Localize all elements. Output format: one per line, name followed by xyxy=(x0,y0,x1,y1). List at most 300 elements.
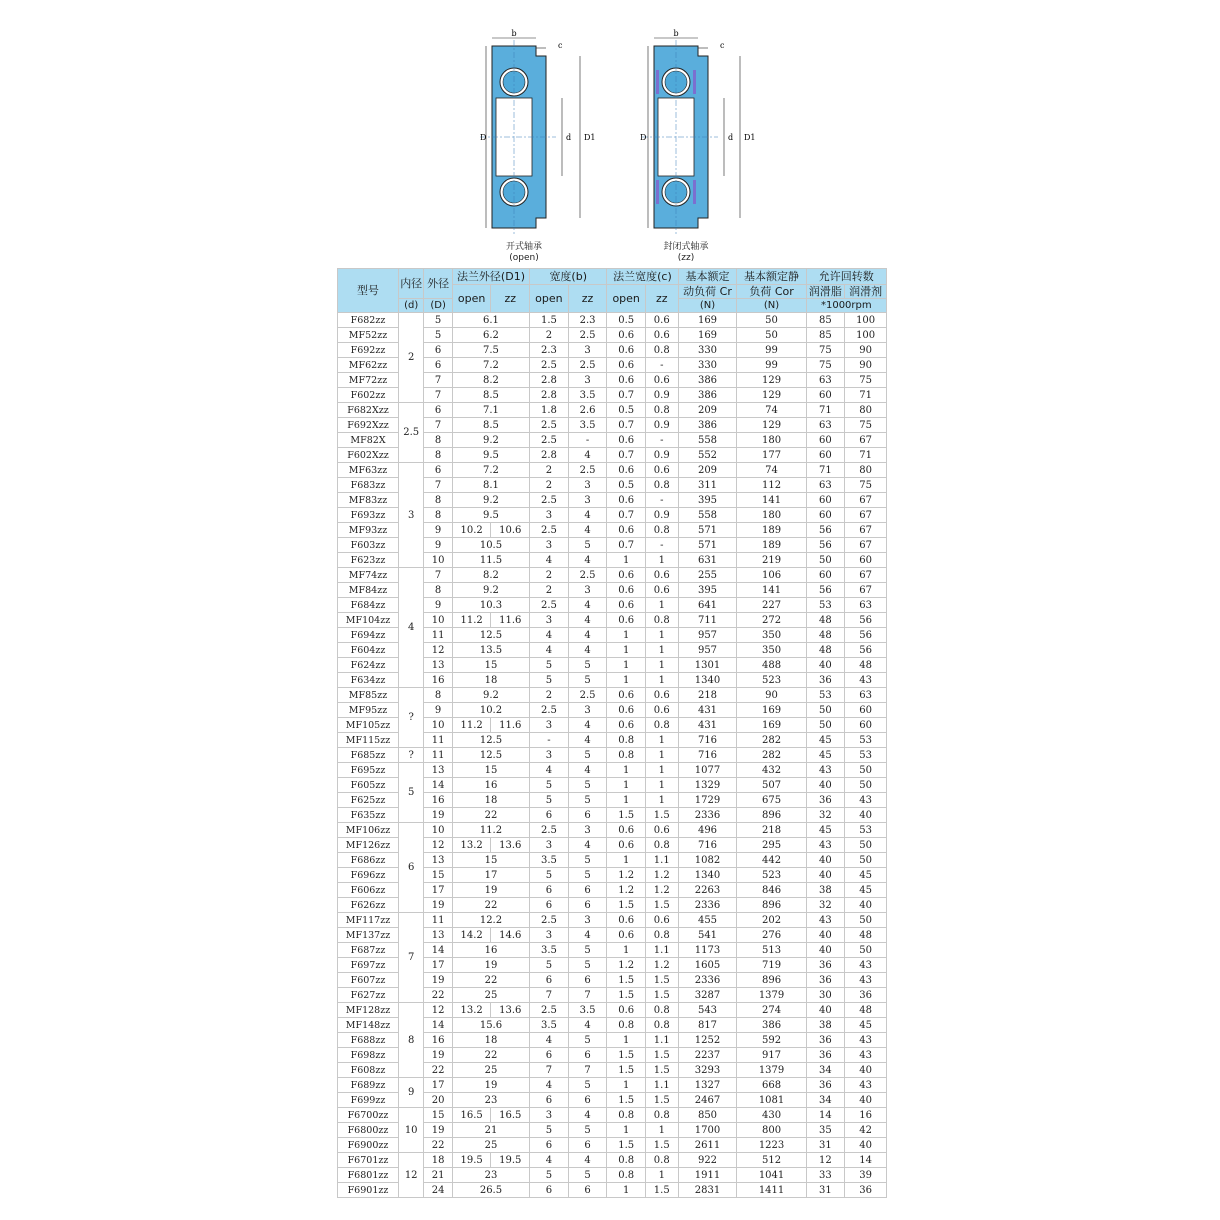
flange-width-zz-cell: 0.9 xyxy=(645,508,678,523)
grease-speed-cell: 53 xyxy=(806,688,845,703)
model-cell: F635zz xyxy=(338,808,399,823)
dynamic-load-cell: 571 xyxy=(678,538,737,553)
model-cell: MF52zz xyxy=(338,328,399,343)
width-open-cell: 2.5 xyxy=(530,823,569,838)
dynamic-load-cell: 1327 xyxy=(678,1078,737,1093)
width-open-cell: 5 xyxy=(530,673,569,688)
static-load-cell: 846 xyxy=(737,883,806,898)
width-zz-cell: 2.5 xyxy=(568,688,607,703)
outer-diameter-cell: 21 xyxy=(424,1168,452,1183)
table-row xyxy=(338,568,887,583)
header-cr-line2: 动负荷 Cr xyxy=(678,285,737,299)
dynamic-load-cell: 1911 xyxy=(678,1168,737,1183)
flange-od-cell: 9.2 xyxy=(452,583,529,598)
grease-speed-cell: 71 xyxy=(806,403,845,418)
flange-width-zz-cell: - xyxy=(645,433,678,448)
flange-width-open-cell: 0.8 xyxy=(607,1168,646,1183)
width-zz-cell: 5 xyxy=(568,1168,607,1183)
outer-diameter-cell: 12 xyxy=(424,838,452,853)
width-open-cell: 2.3 xyxy=(530,343,569,358)
header-flange-od-open: open xyxy=(452,285,491,313)
width-zz-cell: 4 xyxy=(568,733,607,748)
flange-width-open-cell: 0.7 xyxy=(607,388,646,403)
static-load-cell: 350 xyxy=(737,628,806,643)
model-cell: F686zz xyxy=(338,853,399,868)
static-load-cell: 227 xyxy=(737,598,806,613)
grease-speed-cell: 34 xyxy=(806,1093,845,1108)
width-open-cell: 6 xyxy=(530,1093,569,1108)
flange-od-zz-cell: 16.5 xyxy=(491,1108,530,1123)
static-load-cell: 719 xyxy=(737,958,806,973)
dynamic-load-cell: 2831 xyxy=(678,1183,737,1198)
dynamic-load-cell: 957 xyxy=(678,628,737,643)
width-open-cell: 2.5 xyxy=(530,433,569,448)
header-flange-od-zz: zz xyxy=(491,285,530,313)
width-open-cell: 2 xyxy=(530,478,569,493)
flange-od-cell: 22 xyxy=(452,973,529,988)
header-flange-width-open: open xyxy=(607,285,646,313)
flange-width-open-cell: 1 xyxy=(607,1078,646,1093)
header-model: 型号 xyxy=(338,269,399,313)
grease-speed-cell: 45 xyxy=(806,748,845,763)
width-zz-cell: 4 xyxy=(568,1153,607,1168)
table-row xyxy=(338,1153,887,1168)
width-zz-cell: 5 xyxy=(568,658,607,673)
table-row xyxy=(338,463,887,478)
dynamic-load-cell: 2237 xyxy=(678,1048,737,1063)
zz-D1-label: D1 xyxy=(744,133,756,142)
outer-diameter-cell: 7 xyxy=(424,478,452,493)
width-zz-cell: 3 xyxy=(568,478,607,493)
oil-speed-cell: 75 xyxy=(845,373,887,388)
width-zz-cell: 2.5 xyxy=(568,463,607,478)
bore-cell: ? xyxy=(398,748,423,763)
static-load-cell: 218 xyxy=(737,823,806,838)
outer-diameter-cell: 7 xyxy=(424,373,452,388)
oil-speed-cell: 80 xyxy=(845,463,887,478)
grease-speed-cell: 45 xyxy=(806,823,845,838)
bore-cell: 10 xyxy=(398,1108,423,1153)
width-open-cell: 6 xyxy=(530,1183,569,1198)
width-zz-cell: 6 xyxy=(568,1138,607,1153)
width-zz-cell: 7 xyxy=(568,988,607,1003)
model-cell: F608zz xyxy=(338,1063,399,1078)
model-cell: MF148zz xyxy=(338,1018,399,1033)
grease-speed-cell: 38 xyxy=(806,1018,845,1033)
grease-speed-cell: 75 xyxy=(806,343,845,358)
outer-diameter-cell: 19 xyxy=(424,973,452,988)
grease-speed-cell: 56 xyxy=(806,523,845,538)
outer-diameter-cell: 5 xyxy=(424,328,452,343)
outer-diameter-cell: 7 xyxy=(424,418,452,433)
dynamic-load-cell: 1082 xyxy=(678,853,737,868)
flange-width-open-cell: 1.2 xyxy=(607,868,646,883)
grease-speed-cell: 14 xyxy=(806,1108,845,1123)
oil-speed-cell: 67 xyxy=(845,538,887,553)
dynamic-load-cell: 1340 xyxy=(678,868,737,883)
outer-diameter-cell: 11 xyxy=(424,628,452,643)
width-open-cell: 6 xyxy=(530,1138,569,1153)
flange-width-open-cell: 0.6 xyxy=(607,343,646,358)
oil-speed-cell: 80 xyxy=(845,403,887,418)
open-D-label: D xyxy=(480,133,487,142)
model-cell: F607zz xyxy=(338,973,399,988)
bearing-spec-table xyxy=(337,268,887,1198)
flange-width-open-cell: 1.5 xyxy=(607,1138,646,1153)
oil-speed-cell: 67 xyxy=(845,508,887,523)
grease-speed-cell: 60 xyxy=(806,388,845,403)
flange-od-cell: 19 xyxy=(452,1078,529,1093)
static-load-cell: 169 xyxy=(737,718,806,733)
oil-speed-cell: 56 xyxy=(845,613,887,628)
oil-speed-cell: 90 xyxy=(845,343,887,358)
dynamic-load-cell: 1077 xyxy=(678,763,737,778)
grease-speed-cell: 63 xyxy=(806,478,845,493)
width-open-cell: 2.5 xyxy=(530,1003,569,1018)
width-open-cell: 4 xyxy=(530,628,569,643)
grease-speed-cell: 30 xyxy=(806,988,845,1003)
oil-speed-cell: 71 xyxy=(845,448,887,463)
flange-width-zz-cell: 0.8 xyxy=(645,613,678,628)
oil-speed-cell: 43 xyxy=(845,1048,887,1063)
dynamic-load-cell: 558 xyxy=(678,508,737,523)
table-row xyxy=(338,688,887,703)
oil-speed-cell: 67 xyxy=(845,523,887,538)
flange-od-zz-cell: 13.6 xyxy=(491,1003,530,1018)
flange-od-cell: 15 xyxy=(452,853,529,868)
table-row xyxy=(338,748,887,763)
flange-width-zz-cell: 1.1 xyxy=(645,943,678,958)
flange-width-zz-cell: 1.5 xyxy=(645,1048,678,1063)
static-load-cell: 90 xyxy=(737,688,806,703)
bore-cell: 12 xyxy=(398,1153,423,1198)
oil-speed-cell: 48 xyxy=(845,1003,887,1018)
static-load-cell: 282 xyxy=(737,733,806,748)
flange-width-open-cell: 1.2 xyxy=(607,883,646,898)
model-cell: MF126zz xyxy=(338,838,399,853)
header-inner-symbol: (d) xyxy=(398,299,423,313)
grease-speed-cell: 53 xyxy=(806,598,845,613)
width-open-cell: 3 xyxy=(530,928,569,943)
static-load-cell: 50 xyxy=(737,313,806,328)
flange-od-open-cell: 16.5 xyxy=(452,1108,491,1123)
model-cell: MF74zz xyxy=(338,568,399,583)
table-row xyxy=(338,403,887,418)
oil-speed-cell: 40 xyxy=(845,1138,887,1153)
model-cell: F602zz xyxy=(338,388,399,403)
flange-width-zz-cell: 0.9 xyxy=(645,418,678,433)
grease-speed-cell: 60 xyxy=(806,508,845,523)
width-zz-cell: 5 xyxy=(568,793,607,808)
flange-width-open-cell: 0.6 xyxy=(607,718,646,733)
width-zz-cell: 2.3 xyxy=(568,313,607,328)
oil-speed-cell: 16 xyxy=(845,1108,887,1123)
oil-speed-cell: 40 xyxy=(845,1063,887,1078)
width-open-cell: 2.5 xyxy=(530,598,569,613)
flange-od-cell: 25 xyxy=(452,988,529,1003)
flange-od-cell: 6.1 xyxy=(452,313,529,328)
model-cell: F695zz xyxy=(338,763,399,778)
width-open-cell: 1.8 xyxy=(530,403,569,418)
table-row xyxy=(338,763,887,778)
flange-width-open-cell: 0.6 xyxy=(607,568,646,583)
bearing-cross-section-drawings xyxy=(470,28,770,250)
grease-speed-cell: 36 xyxy=(806,1048,845,1063)
flange-width-open-cell: 0.8 xyxy=(607,748,646,763)
static-load-cell: 74 xyxy=(737,403,806,418)
outer-diameter-cell: 16 xyxy=(424,1033,452,1048)
width-zz-cell: 4 xyxy=(568,1018,607,1033)
width-open-cell: 4 xyxy=(530,763,569,778)
static-load-cell: 276 xyxy=(737,928,806,943)
flange-width-open-cell: 1 xyxy=(607,628,646,643)
width-zz-cell: 4 xyxy=(568,553,607,568)
grease-speed-cell: 85 xyxy=(806,328,845,343)
model-cell: F634zz xyxy=(338,673,399,688)
width-zz-cell: 4 xyxy=(568,523,607,538)
model-cell: MF82X xyxy=(338,433,399,448)
flange-width-open-cell: 0.7 xyxy=(607,448,646,463)
grease-speed-cell: 56 xyxy=(806,538,845,553)
header-width-open: open xyxy=(530,285,569,313)
dynamic-load-cell: 631 xyxy=(678,553,737,568)
model-cell: F698zz xyxy=(338,1048,399,1063)
width-open-cell: 7 xyxy=(530,1063,569,1078)
grease-speed-cell: 48 xyxy=(806,613,845,628)
oil-speed-cell: 40 xyxy=(845,898,887,913)
width-open-cell: 3.5 xyxy=(530,1018,569,1033)
width-zz-cell: 3 xyxy=(568,913,607,928)
flange-od-cell: 21 xyxy=(452,1123,529,1138)
model-cell: F605zz xyxy=(338,778,399,793)
model-cell: F694zz xyxy=(338,628,399,643)
static-load-cell: 189 xyxy=(737,538,806,553)
width-zz-cell: 4 xyxy=(568,598,607,613)
dynamic-load-cell: 218 xyxy=(678,688,737,703)
width-open-cell: 2.5 xyxy=(530,523,569,538)
grease-speed-cell: 50 xyxy=(806,553,845,568)
oil-speed-cell: 60 xyxy=(845,703,887,718)
width-zz-cell: 4 xyxy=(568,613,607,628)
flange-width-zz-cell: 1 xyxy=(645,598,678,613)
grease-speed-cell: 40 xyxy=(806,943,845,958)
model-cell: F682Xzz xyxy=(338,403,399,418)
model-cell: F6701zz xyxy=(338,1153,399,1168)
model-cell: MF105zz xyxy=(338,718,399,733)
width-open-cell: 3 xyxy=(530,718,569,733)
header-flange-width-zz: zz xyxy=(645,285,678,313)
grease-speed-cell: 75 xyxy=(806,358,845,373)
width-open-cell: 3 xyxy=(530,838,569,853)
width-open-cell: 4 xyxy=(530,643,569,658)
static-load-cell: 295 xyxy=(737,838,806,853)
grease-speed-cell: 60 xyxy=(806,433,845,448)
flange-od-zz-cell: 10.6 xyxy=(491,523,530,538)
dynamic-load-cell: 496 xyxy=(678,823,737,838)
bore-cell: 2 xyxy=(398,313,423,403)
static-load-cell: 512 xyxy=(737,1153,806,1168)
outer-diameter-cell: 24 xyxy=(424,1183,452,1198)
width-open-cell: 2 xyxy=(530,328,569,343)
bore-cell: 4 xyxy=(398,568,423,688)
zz-caption xyxy=(646,242,726,264)
flange-width-zz-cell: 1.2 xyxy=(645,868,678,883)
oil-speed-cell: 75 xyxy=(845,418,887,433)
flange-od-cell: 12.5 xyxy=(452,748,529,763)
flange-od-cell: 9.5 xyxy=(452,448,529,463)
header-speed-unit: *1000rpm xyxy=(806,299,886,313)
model-cell: F6801zz xyxy=(338,1168,399,1183)
flange-od-cell: 22 xyxy=(452,898,529,913)
model-cell: F692zz xyxy=(338,343,399,358)
static-load-cell: 189 xyxy=(737,523,806,538)
outer-diameter-cell: 9 xyxy=(424,538,452,553)
grease-speed-cell: 40 xyxy=(806,928,845,943)
outer-diameter-cell: 9 xyxy=(424,523,452,538)
flange-od-cell: 7.1 xyxy=(452,403,529,418)
dynamic-load-cell: 169 xyxy=(678,313,737,328)
flange-width-zz-cell: 0.8 xyxy=(645,928,678,943)
static-load-cell: 272 xyxy=(737,613,806,628)
width-zz-cell: 2.5 xyxy=(568,568,607,583)
open-caption xyxy=(484,242,564,264)
zz-caption-title: 封闭式轴承 xyxy=(663,242,709,252)
flange-od-cell: 12.2 xyxy=(452,913,529,928)
flange-width-open-cell: 1.5 xyxy=(607,988,646,1003)
flange-width-open-cell: 0.7 xyxy=(607,418,646,433)
dynamic-load-cell: 571 xyxy=(678,523,737,538)
flange-width-open-cell: 1.5 xyxy=(607,808,646,823)
header-outer: 外径 xyxy=(424,269,452,299)
width-zz-cell: 4 xyxy=(568,718,607,733)
outer-diameter-cell: 14 xyxy=(424,943,452,958)
width-zz-cell: 7 xyxy=(568,1063,607,1078)
outer-diameter-cell: 8 xyxy=(424,688,452,703)
flange-width-open-cell: 0.6 xyxy=(607,463,646,478)
flange-width-zz-cell: 0.6 xyxy=(645,373,678,388)
static-load-cell: 99 xyxy=(737,343,806,358)
model-cell: F696zz xyxy=(338,868,399,883)
flange-width-zz-cell: 1 xyxy=(645,553,678,568)
flange-od-cell: 12.5 xyxy=(452,628,529,643)
flange-width-open-cell: 0.5 xyxy=(607,313,646,328)
open-d-label: d xyxy=(566,133,572,142)
flange-width-open-cell: 1 xyxy=(607,658,646,673)
flange-od-zz-cell: 11.6 xyxy=(491,613,530,628)
model-cell: F683zz xyxy=(338,478,399,493)
grease-speed-cell: 43 xyxy=(806,838,845,853)
bore-cell: 3 xyxy=(398,463,423,568)
oil-speed-cell: 14 xyxy=(845,1153,887,1168)
open-caption-sub: (open) xyxy=(509,253,539,263)
model-cell: MF95zz xyxy=(338,703,399,718)
outer-diameter-cell: 15 xyxy=(424,1108,452,1123)
flange-width-open-cell: 0.6 xyxy=(607,433,646,448)
dynamic-load-cell: 541 xyxy=(678,928,737,943)
flange-od-cell: 8.2 xyxy=(452,373,529,388)
flange-width-zz-cell: 0.8 xyxy=(645,1153,678,1168)
grease-speed-cell: 32 xyxy=(806,808,845,823)
model-cell: MF106zz xyxy=(338,823,399,838)
outer-diameter-cell: 19 xyxy=(424,898,452,913)
outer-diameter-cell: 17 xyxy=(424,1078,452,1093)
flange-width-open-cell: 0.8 xyxy=(607,1018,646,1033)
oil-speed-cell: 48 xyxy=(845,928,887,943)
oil-speed-cell: 42 xyxy=(845,1123,887,1138)
outer-diameter-cell: 13 xyxy=(424,658,452,673)
header-grease: 润滑脂 xyxy=(806,285,845,299)
outer-diameter-cell: 15 xyxy=(424,868,452,883)
oil-speed-cell: 40 xyxy=(845,1093,887,1108)
bore-cell: 7 xyxy=(398,913,423,1003)
grease-speed-cell: 71 xyxy=(806,463,845,478)
dynamic-load-cell: 2336 xyxy=(678,808,737,823)
flange-width-zz-cell: - xyxy=(645,493,678,508)
grease-speed-cell: 48 xyxy=(806,643,845,658)
dynamic-load-cell: 716 xyxy=(678,733,737,748)
outer-diameter-cell: 10 xyxy=(424,718,452,733)
dynamic-load-cell: 330 xyxy=(678,358,737,373)
dynamic-load-cell: 2467 xyxy=(678,1093,737,1108)
flange-width-zz-cell: 0.6 xyxy=(645,568,678,583)
width-open-cell: 2.5 xyxy=(530,418,569,433)
dynamic-load-cell: 641 xyxy=(678,598,737,613)
dynamic-load-cell: 1729 xyxy=(678,793,737,808)
flange-width-zz-cell: 0.9 xyxy=(645,448,678,463)
flange-width-zz-cell: 1.5 xyxy=(645,1093,678,1108)
flange-od-cell: 8.5 xyxy=(452,418,529,433)
flange-od-cell: 26.5 xyxy=(452,1183,529,1198)
outer-diameter-cell: 6 xyxy=(424,343,452,358)
dynamic-load-cell: 3293 xyxy=(678,1063,737,1078)
width-open-cell: 5 xyxy=(530,793,569,808)
flange-width-zz-cell: 1.2 xyxy=(645,958,678,973)
table-row xyxy=(338,1108,887,1123)
width-zz-cell: 6 xyxy=(568,808,607,823)
width-open-cell: 4 xyxy=(530,1078,569,1093)
header-flange-od: 法兰外径(D1) xyxy=(452,269,529,285)
width-zz-cell: 2.6 xyxy=(568,403,607,418)
outer-diameter-cell: 11 xyxy=(424,913,452,928)
static-load-cell: 141 xyxy=(737,493,806,508)
flange-width-open-cell: 1 xyxy=(607,1033,646,1048)
grease-speed-cell: 45 xyxy=(806,733,845,748)
oil-speed-cell: 67 xyxy=(845,433,887,448)
flange-width-open-cell: 0.6 xyxy=(607,373,646,388)
width-open-cell: 6 xyxy=(530,1048,569,1063)
open-b-label: b xyxy=(511,29,517,38)
flange-width-open-cell: 1.5 xyxy=(607,1093,646,1108)
outer-diameter-cell: 10 xyxy=(424,613,452,628)
oil-speed-cell: 53 xyxy=(845,733,887,748)
width-open-cell: 3.5 xyxy=(530,853,569,868)
dynamic-load-cell: 209 xyxy=(678,403,737,418)
flange-od-open-cell: 11.2 xyxy=(452,718,491,733)
table-body xyxy=(338,313,887,1198)
flange-width-zz-cell: 0.8 xyxy=(645,838,678,853)
model-cell: F685zz xyxy=(338,748,399,763)
oil-speed-cell: 50 xyxy=(845,913,887,928)
outer-diameter-cell: 9 xyxy=(424,598,452,613)
width-zz-cell: 3.5 xyxy=(568,1003,607,1018)
grease-speed-cell: 36 xyxy=(806,1033,845,1048)
oil-speed-cell: 50 xyxy=(845,778,887,793)
grease-speed-cell: 36 xyxy=(806,1078,845,1093)
header-speed: 允许回转数 xyxy=(806,269,886,285)
width-zz-cell: 5 xyxy=(568,1078,607,1093)
grease-speed-cell: 36 xyxy=(806,673,845,688)
model-cell: F626zz xyxy=(338,898,399,913)
